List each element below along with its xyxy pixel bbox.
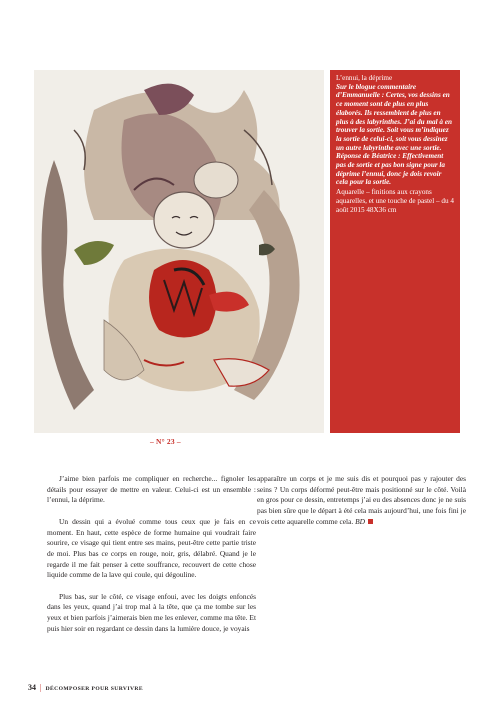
paragraph [257,474,466,528]
page-footer [28,683,143,692]
paragraph: J’aime bien parfois me compliquer en recherche... fignoler les détails pour essayer de mettre en valeur. Celui-ci est un ensemble : l’ennui, la déprime. [47,474,256,505]
paragraph-text: apparaître un corps et je me suis dis et pourquoi pas y rajouter des seins ? Un corps déformé peut-être mais positionné sur le côté. Voilà en gros pour ce dessin, entretemps j’ai eu des absences donc je ne suis pas bien sûre que le départ à été cela mais aujourd’hui, une fois fini je vois cette aquarelle comme cela. [257,474,466,526]
watercolor-drawing [34,70,324,433]
blog-commentary: Sur le blogue commentaire d’Emmanuelle : Certes, vos dessins en ce moment sont de plus en plus élaborés. Ils ressemblent de plus en plus à des labyrinthes. J’ai du mal à en trouver la sortie. Soit vous m’indiquez la sortie de celui-ci, soit vous dessinez un autre labyrinthe avec une sortie. Réponse de Béatrice : Effectivement pas de sortie et pas bon signe pour la déprime l’ennui, donc je dois revoir cela pour la sortie. [336,82,453,187]
paragraph: Un dessin qui a évolué comme tous ceux que je fais en ce moment. En haut, cette espèce de forme humaine qui voudrait faire sourire, ce visage qui tient entre ses mains, peut-être cette partie triste de moi. Plus bas ce corps en rouge, noir, gris, délabré. Quand je le regarde il me fait penser à cette souffrance, recouvert de cette chose liquide comme de la lave qui coule, qui dégouline. [47,516,256,580]
artwork-title: L’ennui, la déprime [336,74,393,82]
body-column-left [47,474,256,645]
body-column-right [257,474,466,538]
footer-separator: | [40,683,42,692]
end-mark-icon [368,519,373,524]
artwork-illustration [34,70,324,433]
artwork-medium: Aquarelle – finitions aux crayons aquarelles, et une touche de pastel – du 4 août 2015 48X36 cm [336,188,454,214]
paragraph: Plus bas, sur le côté, ce visage enfoui, avec les doigts enfoncés dans les yeux, quand j’ai trop mal à la tête, que ça me tombe sur les yeux et bien parfois j’aimerais bien me les enlever, comme ma tête. Et puis hier soir en regardant ce dessin dans la lumière douce, je voyais [47,591,256,633]
running-title: DÉCOMPOSER POUR SURVIVRE [45,686,143,692]
author-signature: BD [355,516,365,526]
page-number: 34 [28,683,36,692]
artwork-number-caption: – N° 23 – [150,437,181,446]
sidebar-commentary-box [330,70,460,433]
